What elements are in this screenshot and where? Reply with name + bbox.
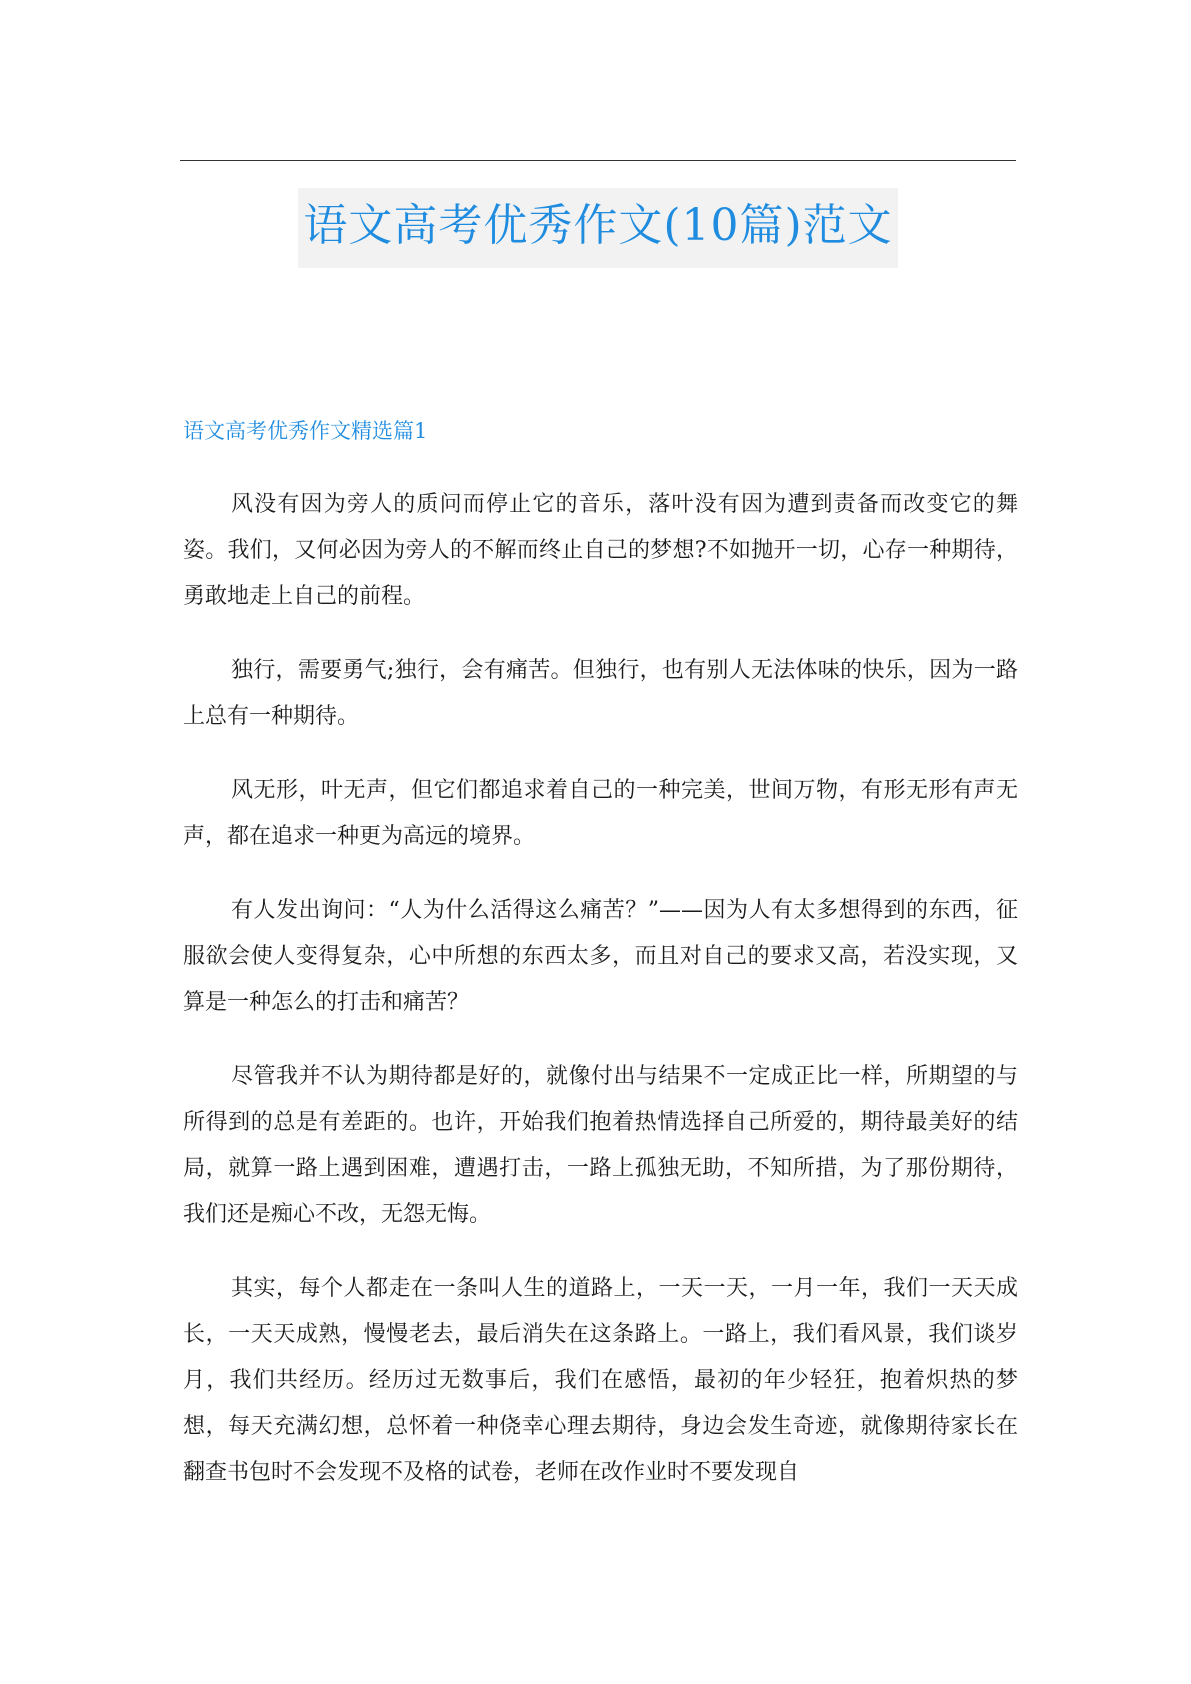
header-rule	[180, 160, 1016, 161]
paragraph-5: 尽管我并不认为期待都是好的，就像付出与结果不一定成正比一样，所期望的与所得到的总是有差距的。也许，开始我们抱着热情选择自己所爱的，期待最美好的结局，就算一路上遇到困难，遭遇打击，一路上孤独无助，不知所措，为了那份期待，我们还是痴心不改，无怨无悔。	[183, 1064, 1018, 1227]
paragraph-3: 风无形，叶无声，但它们都追求着自己的一种完美，世间万物，有形无形有声无声，都在追求一种更为高远的境界。	[183, 778, 1018, 849]
body-text	[183, 482, 1018, 1524]
paragraph-1: 风没有因为旁人的质问而停止它的音乐，落叶没有因为遭到责备而改变它的舞姿。我们，又何必因为旁人的不解而终止自己的梦想?不如抛开一切，心存一种期待，勇敢地走上自己的前程。	[183, 492, 1018, 609]
paragraph-6: 其实，每个人都走在一条叫人生的道路上，一天一天，一月一年，我们一天天成长，一天天成熟，慢慢老去，最后消失在这条路上。一路上，我们看风景，我们谈岁月，我们共经历。经历过无数事后，我们在感悟，最初的年少轻狂，抱着炽热的梦想，每天充满幻想，总怀着一种侥幸心理去期待，身边会发生奇迹，就像期待家长在翻查书包时不会发现不及格的试卷，老师在改作业时不要发现自	[183, 1276, 1018, 1485]
paragraph-4: 有人发出询问：“人为什么活得这么痛苦？”——因为人有太多想得到的东西，征服欲会使人变得复杂，心中所想的东西太多，而且对自己的要求又高，若没实现，又算是一种怎么的打击和痛苦？	[183, 898, 1018, 1015]
paragraph-2: 独行，需要勇气;独行，会有痛苦。但独行，也有别人无法体味的快乐，因为一路上总有一种期待。	[183, 658, 1018, 729]
section-heading: 语文高考优秀作文精选篇1	[183, 419, 428, 443]
document-title: 语文高考优秀作文(10篇)范文	[303, 200, 893, 251]
